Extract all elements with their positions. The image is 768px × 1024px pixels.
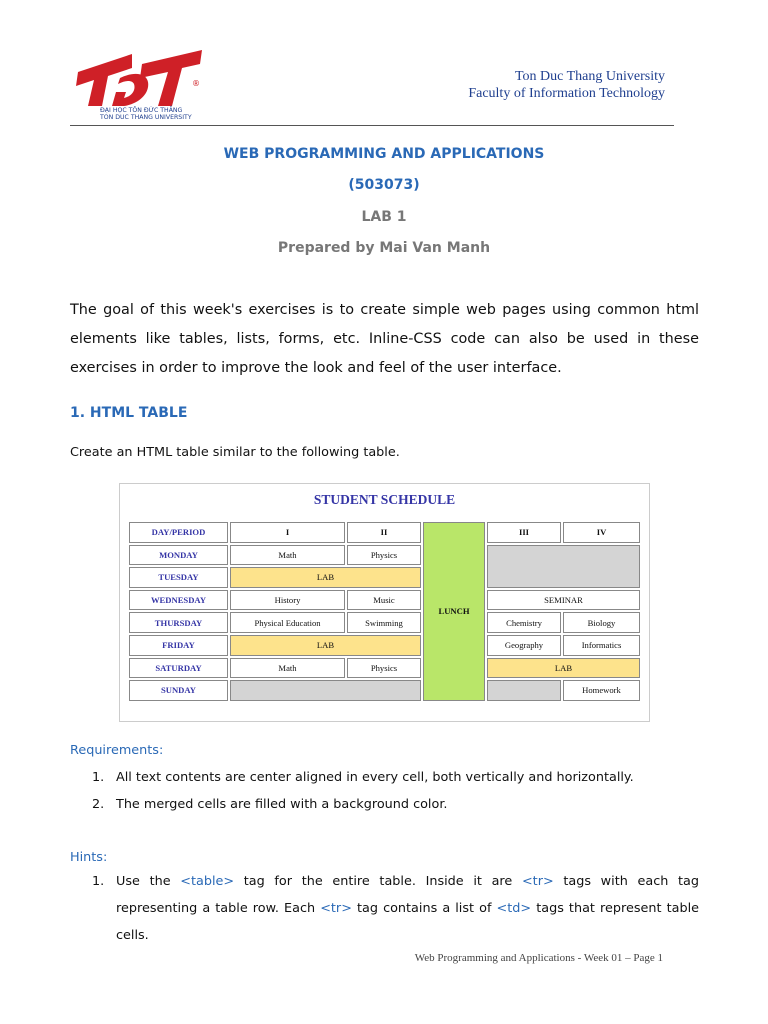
svg-text:®: ® (192, 79, 200, 88)
table-cell: Math (230, 658, 345, 679)
header-rule (70, 125, 674, 126)
header-affiliation (468, 68, 665, 102)
table-row (129, 658, 640, 679)
course-code: (503073) (348, 177, 420, 193)
code-tag: <tr> (320, 901, 352, 916)
day-cell: SUNDAY (129, 680, 228, 701)
schedule-figure (119, 483, 650, 722)
day-cell: TUESDAY (129, 567, 228, 588)
intro-paragraph: The goal of this week's exercises is to create simple web pages using common html elements like tables, lists, forms, etc. Inline-CSS code can also be used in these exercises in order to improve the look and feel of the user interface. (70, 302, 699, 376)
section-instruction: Create an HTML table similar to the following table. (70, 445, 400, 460)
day-cell: WEDNESDAY (129, 590, 228, 611)
table-cell: Swimming (347, 612, 421, 633)
svg-text:ĐẠI HỌC TÔN ĐỨC THẮNG: ĐẠI HỌC TÔN ĐỨC THẮNG (100, 107, 183, 114)
list-item (92, 868, 699, 949)
table-cell: Music (347, 590, 421, 611)
list-number: 2. (92, 797, 105, 812)
table-cell: Chemistry (487, 612, 561, 633)
hint-text: Use the <table> tag for the entire table. Inside it are <tr> tags with each tag representing a table row. Each <tr> tag contains a list of <td> tags that represent table cells. (116, 874, 699, 943)
table-row (129, 612, 640, 633)
table-cell: Homework (563, 680, 640, 701)
code-tag: <tr> (521, 874, 554, 889)
schedule-table (127, 520, 642, 703)
lab-merged-cell: LAB (230, 567, 421, 588)
svg-text:TON DUC THANG UNIVERSITY: TON DUC THANG UNIVERSITY (100, 114, 192, 121)
code-tag: <td> (496, 901, 532, 916)
page-footer: Web Programming and Applications - Week 01 – Page 1 (414, 952, 663, 964)
section-heading-html-table: 1. HTML TABLE (70, 405, 188, 421)
table-row (129, 522, 640, 543)
header-cell: IV (563, 522, 640, 543)
svg-text:TDT: TDT (72, 48, 74, 49)
table-row (129, 635, 640, 656)
day-cell: MONDAY (129, 545, 228, 566)
header-cell: DAY/PERIOD (129, 522, 228, 543)
schedule-title: STUDENT SCHEDULE (313, 492, 456, 507)
table-row (129, 545, 640, 566)
tdt-logo (72, 48, 207, 122)
requirements-heading: Requirements: (70, 743, 164, 758)
hints-heading: Hints: (70, 850, 108, 865)
lab-merged-cell: LAB (487, 658, 640, 679)
day-cell: FRIDAY (129, 635, 228, 656)
table-cell: Physical Education (230, 612, 345, 633)
table-cell: Physics (347, 545, 421, 566)
header-cell: II (347, 522, 421, 543)
table-cell: Physics (347, 658, 421, 679)
faculty-name: Faculty of Information Technology (468, 86, 665, 101)
table-cell: Informatics (563, 635, 640, 656)
table-cell: History (230, 590, 345, 611)
list-number: 1. (92, 770, 105, 785)
university-name: Ton Duc Thang University (514, 69, 665, 84)
table-row (129, 680, 640, 701)
list-text: All text contents are center aligned in every cell, both vertically and horizontally. (116, 770, 634, 785)
list-text: The merged cells are filled with a background color. (116, 797, 448, 812)
header-cell: III (487, 522, 561, 543)
header-cell: I (230, 522, 345, 543)
lab-merged-cell: LAB (230, 635, 421, 656)
seminar-merged-cell: SEMINAR (487, 590, 640, 611)
lunch-cell: LUNCH (423, 522, 485, 701)
empty-merged-cell (230, 680, 421, 701)
lab-number: LAB 1 (361, 209, 407, 225)
table-cell: Biology (563, 612, 640, 633)
list-number: 1. (92, 874, 105, 889)
course-title: WEB PROGRAMMING AND APPLICATIONS (223, 146, 545, 162)
day-cell: THURSDAY (129, 612, 228, 633)
table-cell: Geography (487, 635, 561, 656)
table-row (129, 590, 640, 611)
table-cell: Math (230, 545, 345, 566)
empty-merged-cell (487, 545, 640, 588)
prepared-by: Prepared by Mai Van Manh (277, 240, 491, 256)
empty-cell (487, 680, 561, 701)
day-cell: SATURDAY (129, 658, 228, 679)
code-tag: <table> (180, 874, 235, 889)
